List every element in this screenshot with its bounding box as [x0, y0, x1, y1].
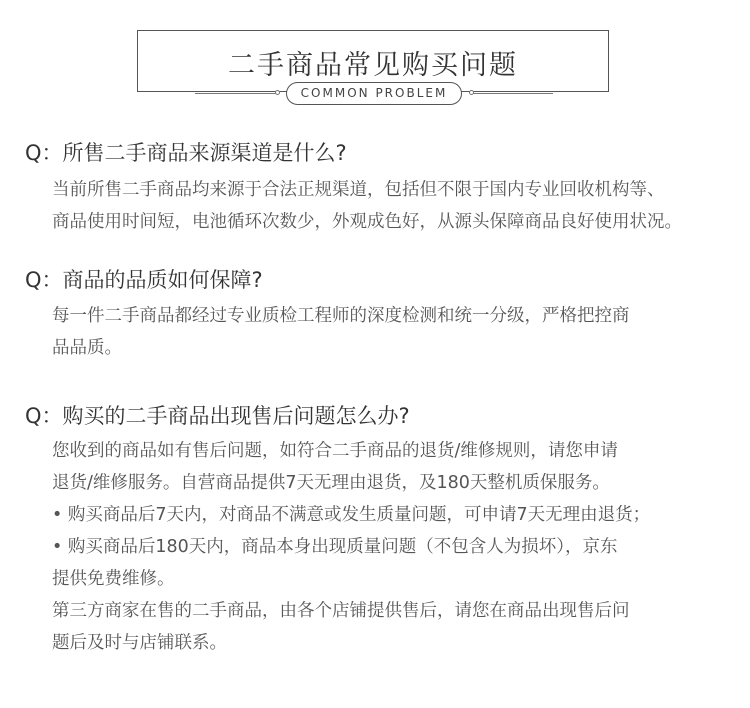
- answer-line: 品品质。: [52, 338, 122, 358]
- answer-line: 题后及时与店铺联系。: [52, 633, 227, 653]
- answer-line: 每一件二手商品都经过专业质检工程师的深度检测和统一分级，严格把控商: [52, 306, 630, 326]
- answer-line: 提供免费维修。: [52, 569, 175, 589]
- faq-question-1: Q：所售二手商品来源渠道是什么?: [25, 141, 347, 165]
- answer-line: 退货/维修服务。自营商品提供7天无理由退货，及180天整机质保服务。: [52, 473, 610, 493]
- divider-left: [195, 93, 278, 94]
- divider-right: [470, 93, 553, 94]
- dot-ornament-right: [469, 90, 474, 95]
- faq-answer-2: [52, 300, 720, 364]
- faq-answer-1: [52, 174, 720, 238]
- answer-line: • 购买商品后7天内，对商品不满意或发生质量问题，可申请7天无理由退货；: [52, 505, 651, 525]
- answer-line: 第三方商家在售的二手商品，由各个店铺提供售后，请您在商品出现售后问: [52, 601, 630, 621]
- dot-ornament-left: [275, 90, 280, 95]
- page-title: 二手商品常见购买问题: [228, 50, 518, 81]
- answer-line: 当前所售二手商品均来源于合法正规渠道，包括但不限于国内专业回收机构等、: [52, 180, 665, 200]
- faq-answer-3: [52, 435, 720, 659]
- subtitle-badge: COMMON PROBLEM: [286, 82, 462, 105]
- faq-question-2: Q：商品的品质如何保障?: [25, 268, 263, 292]
- faq-question-3: Q：购买的二手商品出现售后问题怎么办?: [25, 404, 410, 428]
- subtitle-row: [0, 82, 750, 106]
- answer-line: 商品使用时间短，电池循环次数少，外观成色好，从源头保障商品良好使用状况。: [52, 212, 682, 232]
- answer-line: 您收到的商品如有售后问题，如符合二手商品的退货/维修规则，请您申请: [52, 441, 618, 461]
- answer-line: • 购买商品后180天内，商品本身出现质量问题（不包含人为损坏），京东: [52, 537, 618, 557]
